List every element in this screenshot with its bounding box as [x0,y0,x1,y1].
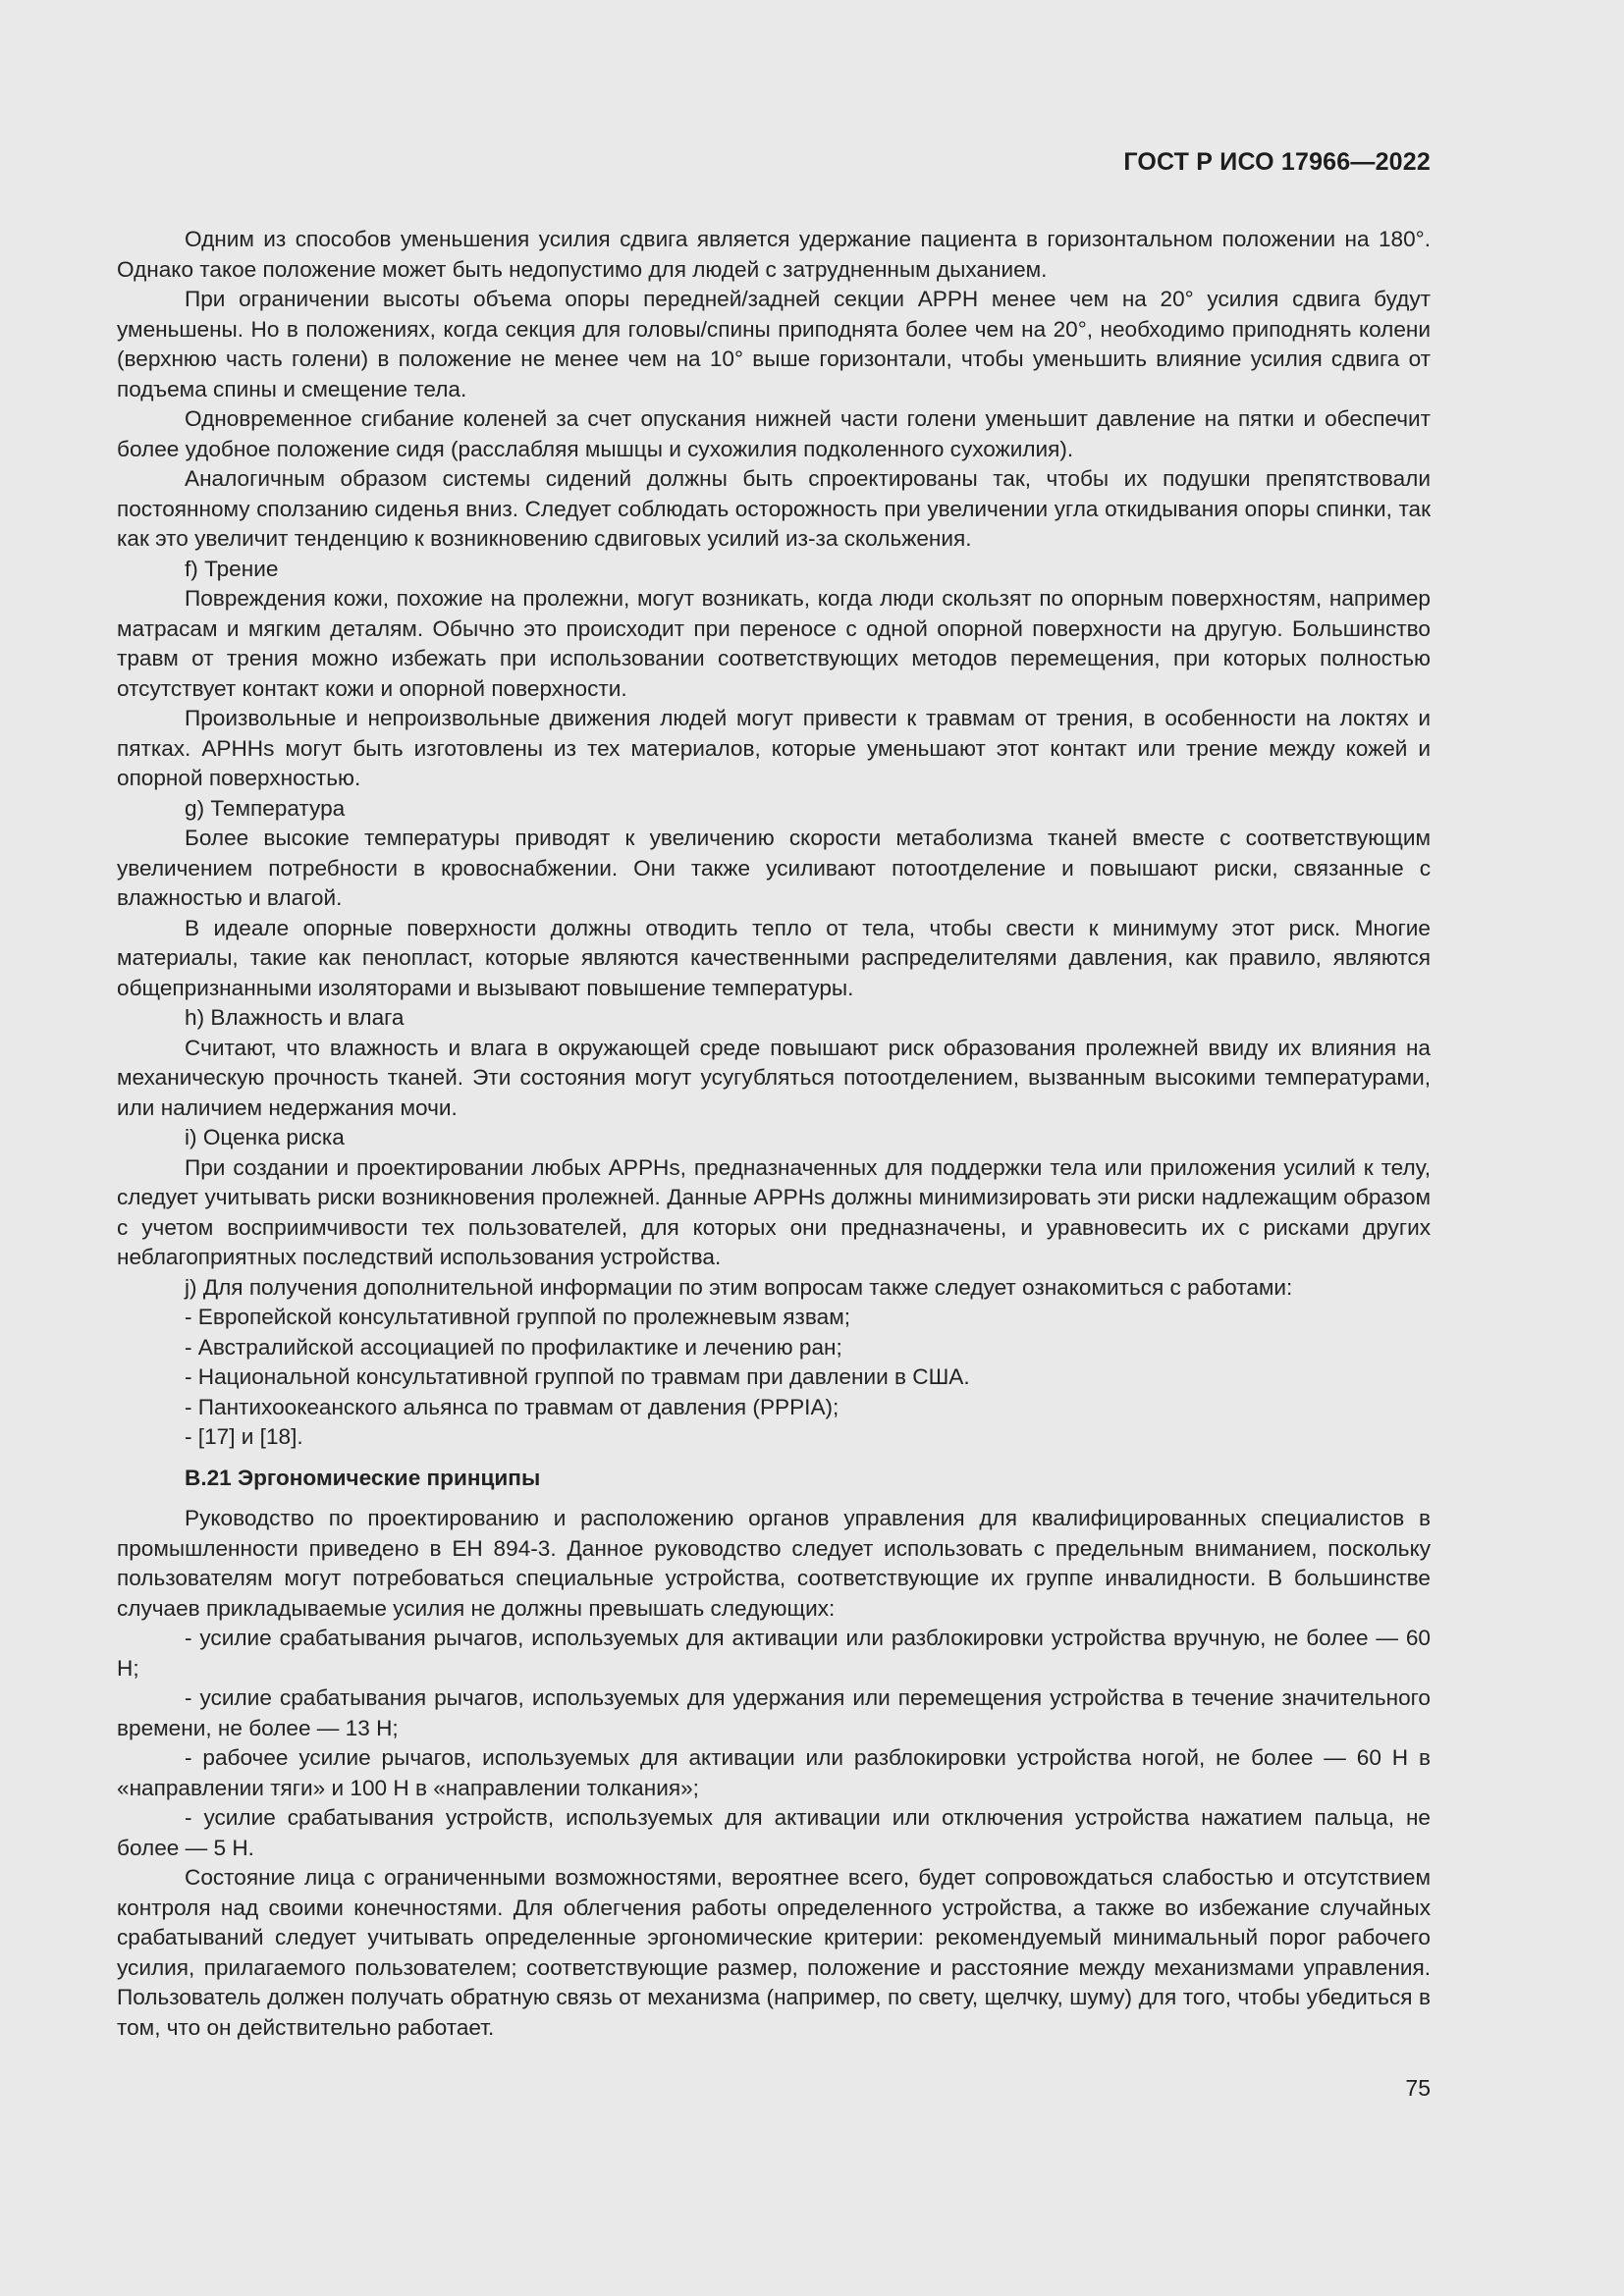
list-item: - Пантихоокеанского альянса по травмам от давления (PPPIA); [185,1394,839,1419]
subheading-risk-assessment: i) Оценка риска [185,1125,345,1149]
paragraph: При создании и проектировании любых АРРНs, предназначенных для поддержки тела или приложения усилий к телу, следует учитывать риски возникновения пролежней. Данные АРРНs должны минимизировать эти риски надлежащим образом с учетом восприимчивости тех пользователей, для которых они предназначены, и уравновесить их с рисками других неблагоприятных последствий использования устройства. [117,1154,1431,1269]
page-body [117,225,1431,2043]
page-number: 75 [1405,2075,1431,2101]
paragraph: Считают, что влажность и влага в окружающей среде повышают риск образования пролежней ввиду их влияния на механическую прочность тканей. Эти состояния могут усугубляться потоотделением, вызванным высокими температурами, или наличием недержания мочи. [117,1035,1431,1120]
list-item: - усилие срабатывания устройств, используемых для активации или отключения устройства нажатием пальца, не более — 5 Н. [117,1805,1431,1860]
document-code-header: ГОСТ Р ИСО 17966—2022 [1123,148,1431,176]
list-item: - Национальной консультативной группой по травмам при давлении в США. [185,1364,970,1389]
list-item: - усилие срабатывания рычагов, используемых для удержания или перемещения устройства в течение значительного времени, не более — 13 Н; [117,1685,1431,1740]
list-item: - рабочее усилие рычагов, используемых для активации или разблокировки устройства ногой, не более — 60 Н в «направлении тяги» и 100 Н в «направлении толкания»; [117,1745,1431,1800]
paragraph: В идеале опорные поверхности должны отводить тепло от тела, чтобы свести к минимуму этот риск. Многие материалы, такие как пенопласт, которые являются качественными распределителями давления, как правило, являются общепризнанными изоляторами и вызывают повышение температуры. [117,915,1431,1000]
subheading-further-information: j) Для получения дополнительной информации по этим вопросам также следует ознакомиться с работами: [185,1274,1293,1300]
paragraph: При ограничении высоты объема опоры передней/задней секции АРРН менее чем на 20° усилия сдвига будут уменьшены. Но в положениях, когда секция для головы/спины приподнята более чем на 20°, необходимо приподнять колени (верхнюю часть голени) в положение не менее чем на 10° выше горизонтали, чтобы уменьшить влияние усилия сдвига от подъема спины и смещение тела. [117,287,1431,401]
list-item: - [17] и [18]. [185,1424,303,1449]
paragraph: Одновременное сгибание коленей за счет опускания нижней части голени уменьшит давление на пятки и обеспечит более удобное положение сидя (расслабляя мышцы и сухожилия подколенного сухожилия). [117,406,1431,461]
paragraph: Руководство по проектированию и расположению органов управления для квалифицированных специалистов в промышленности приведено в ЕН 894-3. Данное руководство следует использовать с предельным вниманием, поскольку пользователям могут потребоваться специальные устройства, соответствующие их группе инвалидности. В большинстве случаев прикладываемые усилия не должны превышать следующих: [117,1506,1431,1621]
paragraph: Состояние лица с ограниченными возможностями, вероятнее всего, будет сопровождаться слабостью и отсутствием контроля над своими конечностями. Для облегчения работы определенного устройства, а также во избежание случайных срабатываний следует учитывать определенные эргономические критерии: рекомендуемый минимальный порог рабочего усилия, прилагаемого пользователем; соответствующие размер, положение и расстояние между механизмами управления. Пользователь должен получать обратную связь от механизма (например, по свету, щелчку, шуму) для того, чтобы убедиться в том, что он действительно работает. [117,1865,1431,2040]
section-heading-b21: В.21 Эргономические принципы [185,1465,541,1490]
paragraph: Произвольные и непроизвольные движения людей могут привести к травмам от трения, в особенности на локтях и пятках. АРННs могут быть изготовлены из тех материалов, которые уменьшают этот контакт или трение между кожей и опорной поверхностью. [117,706,1431,790]
paragraph: Аналогичным образом системы сидений должны быть спроектированы так, чтобы их подушки препятствовали постоянному сползанию сиденья вниз. Следует соблюдать осторожность при увеличении угла откидывания опоры спинки, так как это увеличит тенденцию к возникновению сдвиговых усилий из-за скольжения. [117,466,1431,551]
paragraph: Одним из способов уменьшения усилия сдвига является удержание пациента в горизонтальном положении на 180°. Однако такое положение может быть недопустимо для людей с затрудненным дыханием. [117,227,1431,282]
list-item: - Европейской консультативной группой по пролежневым язвам; [185,1305,851,1329]
subheading-temperature: g) Температура [185,795,346,821]
list-item: - Австралийской ассоциацией по профилактике и лечению ран; [185,1334,842,1360]
paragraph: Более высокие температуры приводят к увеличению скорости метаболизма тканей вместе с соответствующим увеличением потребности в кровоснабжении. Они также усиливают потоотделение и повышают риски, связанные с влажностью и влагой. [117,826,1431,910]
subheading-humidity: h) Влажность и влага [185,1005,405,1030]
subheading-friction: f) Трение [185,556,279,581]
paragraph: Повреждения кожи, похожие на пролежни, могут возникать, когда люди скользят по опорным поверхностям, например матрасам и мягким деталям. Обычно это происходит при переносе с одной опорной поверхности на другую. Большинство травм от трения можно избежать при использовании соответствующих методов перемещения, при которых полностью отсутствует контакт кожи и опорной поверхности. [117,586,1431,701]
list-item: - усилие срабатывания рычагов, используемых для активации или разблокировки устройства вручную, не более — 60 Н; [117,1626,1431,1681]
